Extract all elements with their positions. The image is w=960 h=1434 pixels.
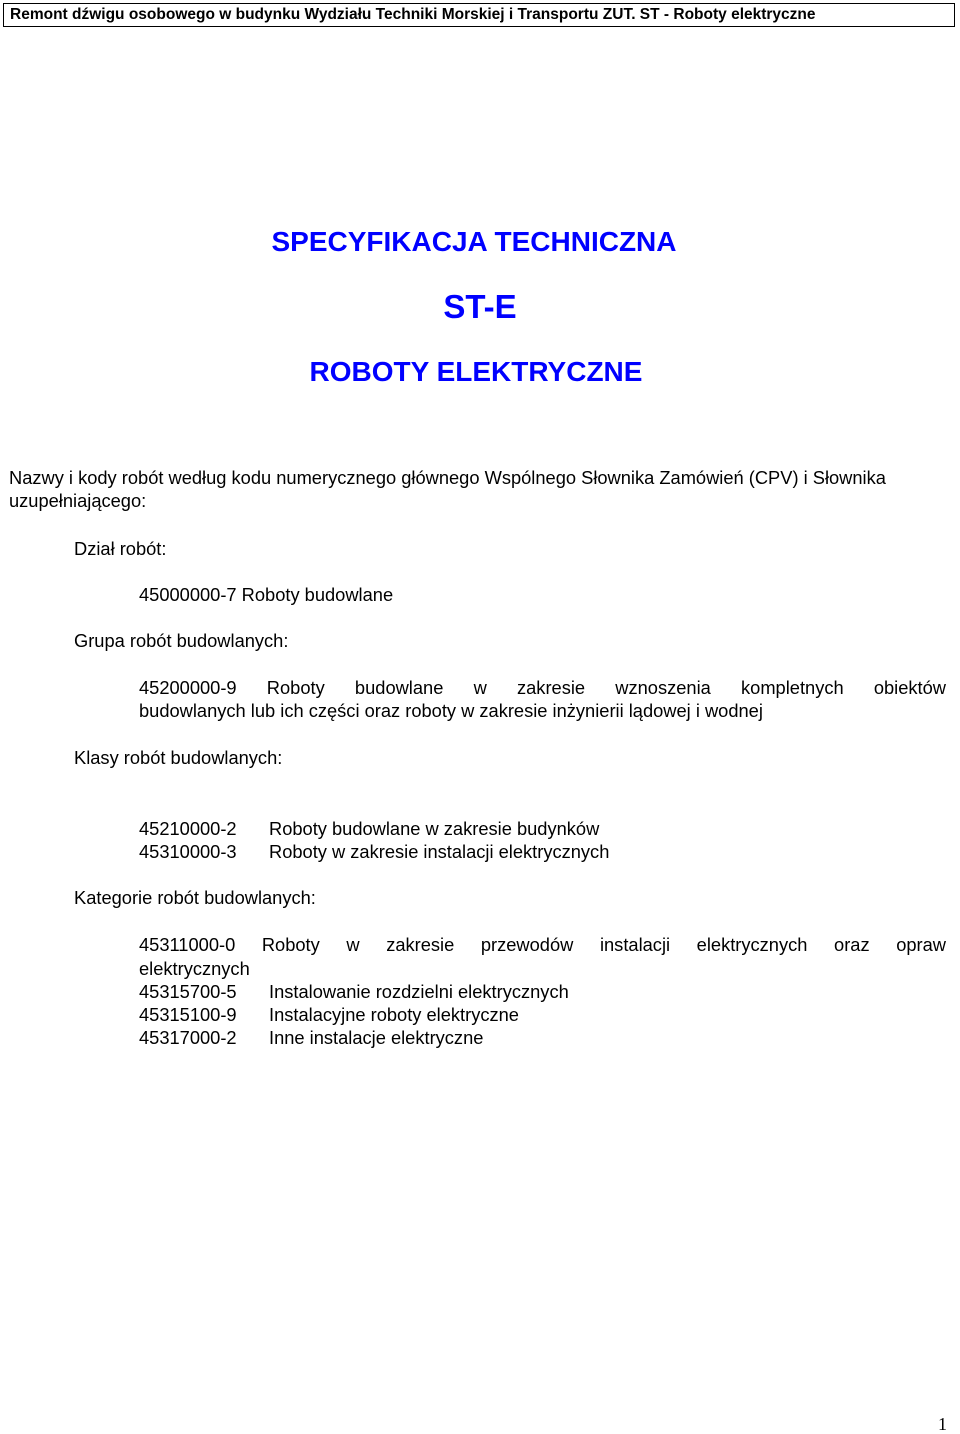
kategorie-code: 45315100-9	[139, 1004, 237, 1025]
klasy-name: Roboty budowlane w zakresie budynków	[269, 818, 600, 839]
klasy-code: 45210000-2	[139, 818, 237, 839]
klasy-code: 45310000-3	[139, 841, 237, 862]
kategorie-row	[139, 1003, 519, 1026]
kategorie-row	[139, 1026, 483, 1049]
kategorie-first-line2: elektrycznych	[139, 958, 250, 979]
grupa-item-line1: 45200000-9 Roboty budowlane w zakresie wznoszenia kompletnych obiektów	[139, 677, 946, 698]
klasy-label: Klasy robót budowlanych:	[74, 747, 283, 768]
dzial-label: Dział robót:	[74, 538, 167, 559]
kategorie-name: Inne instalacje elektryczne	[269, 1027, 484, 1048]
kategorie-row	[139, 980, 569, 1003]
kategorie-code: 45317000-2	[139, 1027, 237, 1048]
kategorie-name: Instalowanie rozdzielni elektrycznych	[269, 981, 569, 1002]
doc-subtitle: ROBOTY ELEKTRYCZNE	[309, 356, 643, 387]
doc-code: ST-E	[443, 288, 517, 325]
klasy-row	[139, 840, 609, 863]
intro-paragraph: Nazwy i kody robót według kodu numerycznego głównego Wspólnego Słownika Zamówień (CPV) i Słownika uzupełniającego:	[9, 467, 886, 511]
page-number: 1	[938, 1414, 947, 1434]
kategorie-label: Kategorie robót budowlanych:	[74, 887, 316, 908]
doc-title: SPECYFIKACJA TECHNICZNA	[271, 226, 677, 257]
running-header: Remont dźwigu osobowego w budynku Wydziału Techniki Morskiej i Transportu ZUT. ST - Roboty elektryczne	[3, 3, 955, 27]
kategorie-first-line1: 45311000-0 Roboty w zakresie przewodów instalacji elektrycznych oraz opraw	[139, 934, 946, 955]
kategorie-name: Instalacyjne roboty elektryczne	[269, 1004, 519, 1025]
grupa-item-line2: budowlanych lub ich części oraz roboty w zakresie inżynierii lądowej i wodnej	[139, 700, 763, 721]
dzial-item: 45000000-7 Roboty budowlane	[139, 584, 394, 605]
grupa-label: Grupa robót budowlanych:	[74, 630, 289, 651]
kategorie-code: 45315700-5	[139, 981, 237, 1002]
klasy-name: Roboty w zakresie instalacji elektrycznych	[269, 841, 610, 862]
klasy-row	[139, 817, 599, 840]
